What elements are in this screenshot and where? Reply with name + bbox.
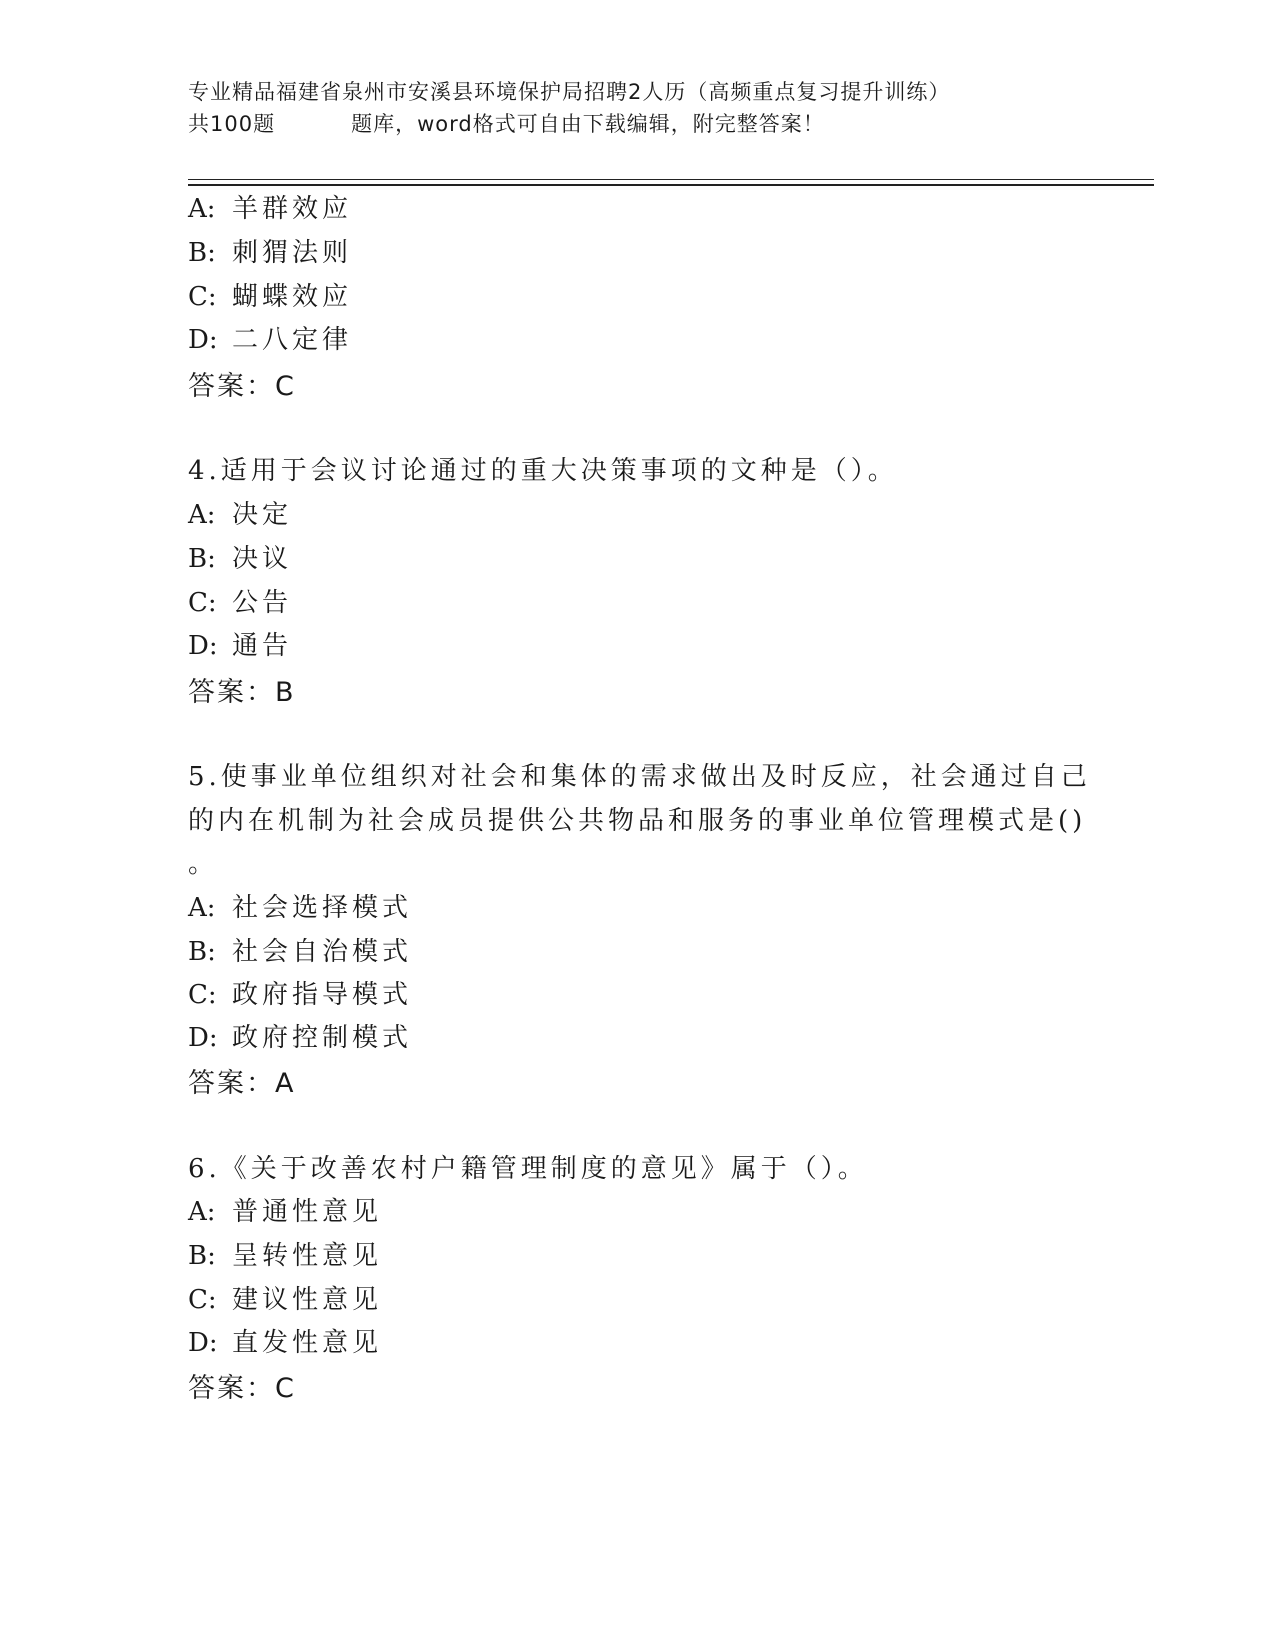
answer-line: 答案：C (188, 371, 296, 402)
option-text: 决定 (232, 500, 293, 530)
option-text: 呈转性意见 (232, 1241, 383, 1271)
option-text: 社会自治模式 (232, 937, 413, 967)
option-line (188, 232, 352, 269)
question-stem: 4.适用于会议讨论通过的重大决策事项的文种是（）。 (188, 456, 898, 486)
header-title-line: 专业精品福建省泉州市安溪县环境保护局招聘2人历（高频重点复习提升训练） (188, 80, 951, 104)
answer-line: 答案：C (188, 1373, 296, 1404)
option-key: C: (188, 980, 217, 1010)
option-key: D: (188, 631, 218, 661)
header-gap (275, 108, 351, 140)
document-header (188, 76, 1088, 140)
header-divider-thin (188, 179, 1154, 180)
option-text: 普通性意见 (232, 1197, 383, 1227)
option-text: 政府指导模式 (232, 980, 413, 1010)
option-text: 建议性意见 (232, 1285, 383, 1315)
option-line (188, 887, 412, 924)
option-line (188, 582, 292, 619)
option-key: B: (188, 544, 216, 574)
option-text: 羊群效应 (232, 194, 353, 224)
option-line (188, 974, 412, 1011)
option-text: 公告 (232, 588, 293, 618)
option-line (188, 494, 292, 531)
question-stem: 的内在机制为社会成员提供公共物品和服务的事业单位管理模式是() (188, 806, 1087, 836)
option-key: C: (188, 1285, 217, 1315)
option-key: B: (188, 238, 216, 268)
option-key: C: (188, 282, 217, 312)
option-line (188, 625, 292, 662)
option-line (188, 931, 412, 968)
option-key: C: (188, 588, 217, 618)
option-key: A: (188, 893, 216, 923)
option-text: 二八定律 (232, 325, 353, 355)
question-stem: 6.《关于改善农村户籍管理制度的意见》属于（）。 (188, 1154, 868, 1184)
question-stem: 。 (188, 849, 219, 879)
header-question-count: 共100题 (188, 112, 276, 136)
answer-line: 答案：B (188, 677, 296, 708)
option-key: D: (188, 325, 218, 355)
option-text: 决议 (232, 544, 293, 574)
option-text: 社会选择模式 (232, 893, 413, 923)
option-key: D: (188, 1328, 218, 1358)
option-text: 政府控制模式 (232, 1023, 413, 1053)
option-line (188, 319, 352, 356)
question-stem: 5.使事业单位组织对社会和集体的需求做出及时反应，社会通过自己 (188, 762, 1091, 792)
option-line (188, 1322, 382, 1359)
option-line (188, 1191, 382, 1228)
option-key: A: (188, 500, 216, 530)
option-line (188, 1279, 382, 1316)
option-line (188, 276, 352, 313)
option-key: D: (188, 1023, 218, 1053)
option-text: 蝴蝶效应 (232, 282, 353, 312)
answer-line: 答案：A (188, 1068, 296, 1099)
option-text: 直发性意见 (232, 1328, 383, 1358)
header-divider-thick (188, 184, 1154, 186)
option-line (188, 1235, 382, 1272)
option-text: 通告 (232, 631, 293, 661)
option-line (188, 538, 292, 575)
option-text: 刺猬法则 (232, 238, 353, 268)
header-subtitle-line (188, 108, 1088, 140)
option-key: A: (188, 194, 216, 224)
option-key: B: (188, 1241, 216, 1271)
header-description: 题库，word格式可自由下载编辑，附完整答案！ (351, 112, 825, 136)
option-key: B: (188, 937, 216, 967)
option-key: A: (188, 1197, 216, 1227)
option-line (188, 188, 352, 225)
option-line (188, 1017, 412, 1054)
